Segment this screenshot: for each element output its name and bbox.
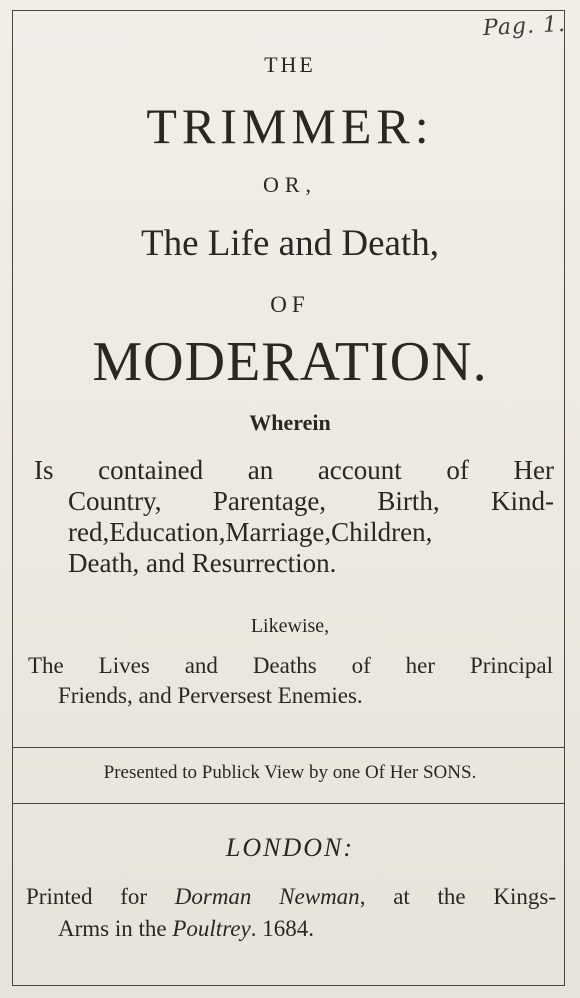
- imprint-prefix: Arms in the: [58, 916, 173, 941]
- subtitle: The Life and Death,: [141, 223, 439, 264]
- imprint-line: [26, 913, 556, 945]
- place-name: Poultrey: [172, 916, 251, 941]
- imprint-text: [26, 881, 556, 945]
- divider-rule: [13, 803, 564, 804]
- title-or: OR,: [262, 172, 318, 197]
- title-the: THE: [264, 52, 316, 77]
- description-line: red,Education,Marriage,Children,: [68, 517, 433, 547]
- imprint-city: LONDON:: [225, 833, 355, 862]
- description-line: Death, and Resurrection.: [68, 548, 337, 578]
- description-line: Country, Parentage, Birth, Kind-: [68, 486, 554, 516]
- divider-rule: [13, 747, 564, 748]
- handwritten-page-annotation: Pag. 1.: [482, 11, 567, 42]
- imprint-suffix: , at the Kings-: [359, 884, 556, 909]
- likewise-line: The Lives and Deaths of her Principal: [28, 653, 553, 678]
- likewise-text: [28, 651, 553, 711]
- description-line: Is contained an account of Her: [34, 455, 554, 485]
- wherein-label: Wherein: [249, 410, 331, 435]
- likewise-label: Likewise,: [250, 615, 330, 637]
- title-of: OF: [270, 292, 310, 317]
- imprint-prefix: Printed for: [26, 884, 175, 909]
- imprint-date: . 1684.: [250, 916, 314, 941]
- title-main: TRIMMER:: [146, 98, 434, 154]
- imprint-line: [26, 881, 556, 913]
- title-subject: MODERATION.: [92, 331, 488, 393]
- presented-line: Presented to Publick View by one Of Her SONS.: [103, 762, 477, 783]
- printer-name: Dorman Newman: [174, 884, 360, 909]
- description-text: [34, 455, 554, 579]
- likewise-line: Friends, and Perversest Enemies.: [58, 683, 363, 708]
